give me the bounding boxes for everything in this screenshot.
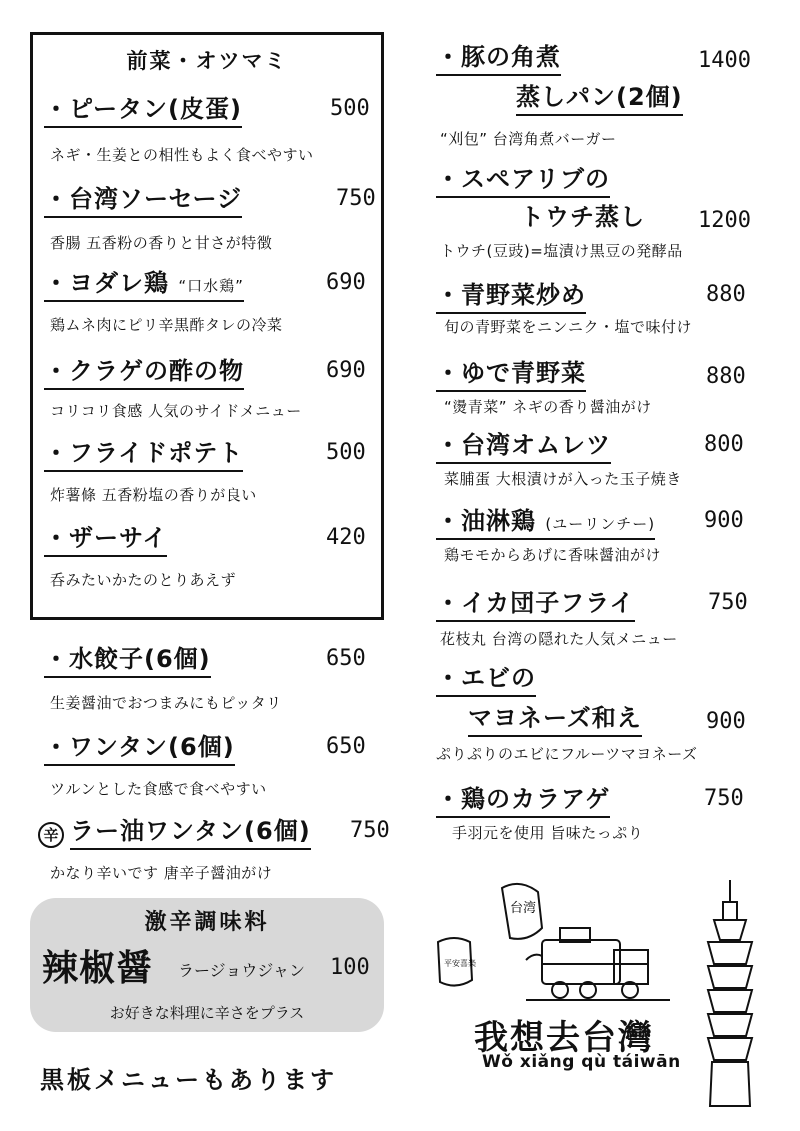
menu-item: [38, 817, 390, 882]
item-price: 500: [330, 96, 370, 121]
item-name-line2: トウチ蒸し: [520, 203, 645, 231]
item-name-line2: 蒸しパン(2個): [516, 84, 683, 116]
item-name: ・油淋鶏 (ユーリンチー): [436, 508, 655, 540]
item-name: ・イカ団子フライ: [436, 590, 635, 622]
item-desc: 香腸 五香粉の香りと甘さが特徴: [50, 234, 273, 252]
menu-item: [436, 281, 746, 336]
item-name: ・ピータン(皮蛋): [44, 96, 242, 128]
item-price: 750: [708, 590, 748, 615]
item-name: ・鶏のカラアゲ: [436, 786, 610, 818]
menu-item: [44, 645, 366, 712]
lantern-label: 台湾: [510, 901, 537, 916]
spice-price: 100: [330, 955, 370, 980]
item-price: 650: [326, 646, 366, 671]
menu-item: [436, 43, 751, 148]
menu-item: [44, 439, 366, 504]
item-price: 650: [326, 734, 366, 759]
item-desc: “刈包” 台湾角煮バーガー: [440, 130, 617, 148]
spicy-mark-icon: 辛: [38, 822, 64, 848]
item-price: 500: [326, 440, 366, 465]
board-menu-note: 黒板メニューもあります: [40, 1066, 337, 1094]
menu-item: [44, 733, 366, 798]
menu-item: [44, 95, 370, 164]
item-price: 880: [706, 282, 746, 307]
spice-title: 激辛調味料: [144, 910, 270, 935]
item-name: ラー油ワンタン(6個): [70, 818, 311, 850]
menu-item: [44, 185, 376, 252]
item-desc: 花枝丸 台湾の隠れた人気メニュー: [440, 630, 678, 648]
item-price: 750: [350, 818, 390, 843]
item-name: ・ワンタン(6個): [44, 734, 235, 766]
item-name: ・ヨダレ鶏 “口水鶏”: [44, 270, 244, 302]
menu-item: [436, 785, 744, 842]
item-price: 880: [706, 364, 746, 389]
menu-item: [436, 664, 746, 763]
item-desc: “燙青菜” ネギの香り醤油がけ: [444, 398, 652, 416]
item-name: ・水餃子(6個): [44, 646, 211, 678]
item-desc: ぷりぷりのエビにフルーツマヨネーズ: [436, 745, 698, 763]
lantern-train-illustration: [430, 880, 680, 1010]
item-name: ・エビの: [436, 665, 536, 697]
spice-reading: ラージョウジャン: [178, 961, 306, 980]
menu-item: [436, 165, 751, 260]
menu-item: [44, 357, 366, 420]
menu-item: [436, 431, 744, 488]
item-name: ・青野菜炒め: [436, 282, 586, 314]
item-name: ・クラゲの酢の物: [44, 358, 244, 390]
logo-romanization: Wǒ xiǎng qù táiwān: [482, 1052, 681, 1072]
lantern2-label: 平安喜楽: [444, 959, 476, 968]
item-price: 900: [704, 508, 744, 533]
item-name: ・台湾ソーセージ: [44, 186, 242, 218]
logo-title: 我想去台灣: [474, 1018, 654, 1058]
spice-desc: お好きな料理に辛さをプラス: [109, 1004, 305, 1022]
item-name-sub: (ユーリンチー): [545, 515, 656, 533]
item-desc: 旬の青野菜をニンニク・塩で味付け: [444, 318, 693, 336]
item-desc: コリコリ食感 人気のサイドメニュー: [50, 402, 302, 420]
item-price: 690: [326, 358, 366, 383]
item-price: 690: [326, 270, 366, 295]
menu-item: [436, 507, 744, 564]
item-name: ・フライドポテト: [44, 440, 243, 472]
item-name-sub: “口水鶏”: [178, 277, 244, 295]
item-name: ・ゆで青野菜: [436, 360, 586, 392]
menu-item: [436, 359, 746, 416]
spice-name: 辣椒醤: [42, 948, 154, 989]
item-price: 750: [336, 186, 376, 211]
item-desc: 手羽元を使用 旨味たっぷり: [452, 824, 644, 842]
appetizer-title: 前菜・オツマミ: [126, 49, 288, 73]
item-price: 750: [704, 786, 744, 811]
item-name: ・ザーサイ: [44, 525, 167, 557]
item-desc: 鶏ムネ肉にピリ辛黒酢タレの冷菜: [50, 316, 283, 334]
item-desc: かなり辛いです 唐辛子醤油がけ: [50, 864, 273, 882]
item-desc: トウチ(豆豉)=塩漬け黒豆の発酵品: [440, 242, 683, 260]
menu-item: [436, 589, 748, 648]
item-desc: 菜脯蛋 大根漬けが入った玉子焼き: [444, 470, 682, 488]
item-desc: 呑みたいかたのとりあえず: [50, 571, 237, 589]
item-desc: 鶏モモからあげに香味醤油がけ: [444, 546, 662, 564]
item-desc: ツルンとした食感で食べやすい: [50, 780, 267, 798]
item-desc: ネギ・生姜との相性もよく食べやすい: [50, 146, 314, 164]
item-price: 1400: [698, 48, 751, 73]
item-price: 1200: [698, 208, 751, 233]
item-name: ・スペアリブの: [436, 166, 610, 198]
menu-item: [44, 524, 366, 589]
item-desc: 生姜醤油でおつまみにもピッタリ: [50, 694, 282, 712]
item-name: ・豚の角煮: [436, 44, 561, 76]
item-price: 900: [706, 709, 746, 734]
item-price: 420: [326, 525, 366, 550]
item-name-line2: マヨネーズ和え: [468, 705, 642, 737]
item-desc: 炸薯條 五香粉塩の香りが良い: [50, 486, 257, 504]
menu-item: [44, 269, 366, 334]
item-price: 800: [704, 432, 744, 457]
taipei-101-icon: [690, 880, 770, 1110]
item-name: ・台湾オムレツ: [436, 432, 611, 464]
